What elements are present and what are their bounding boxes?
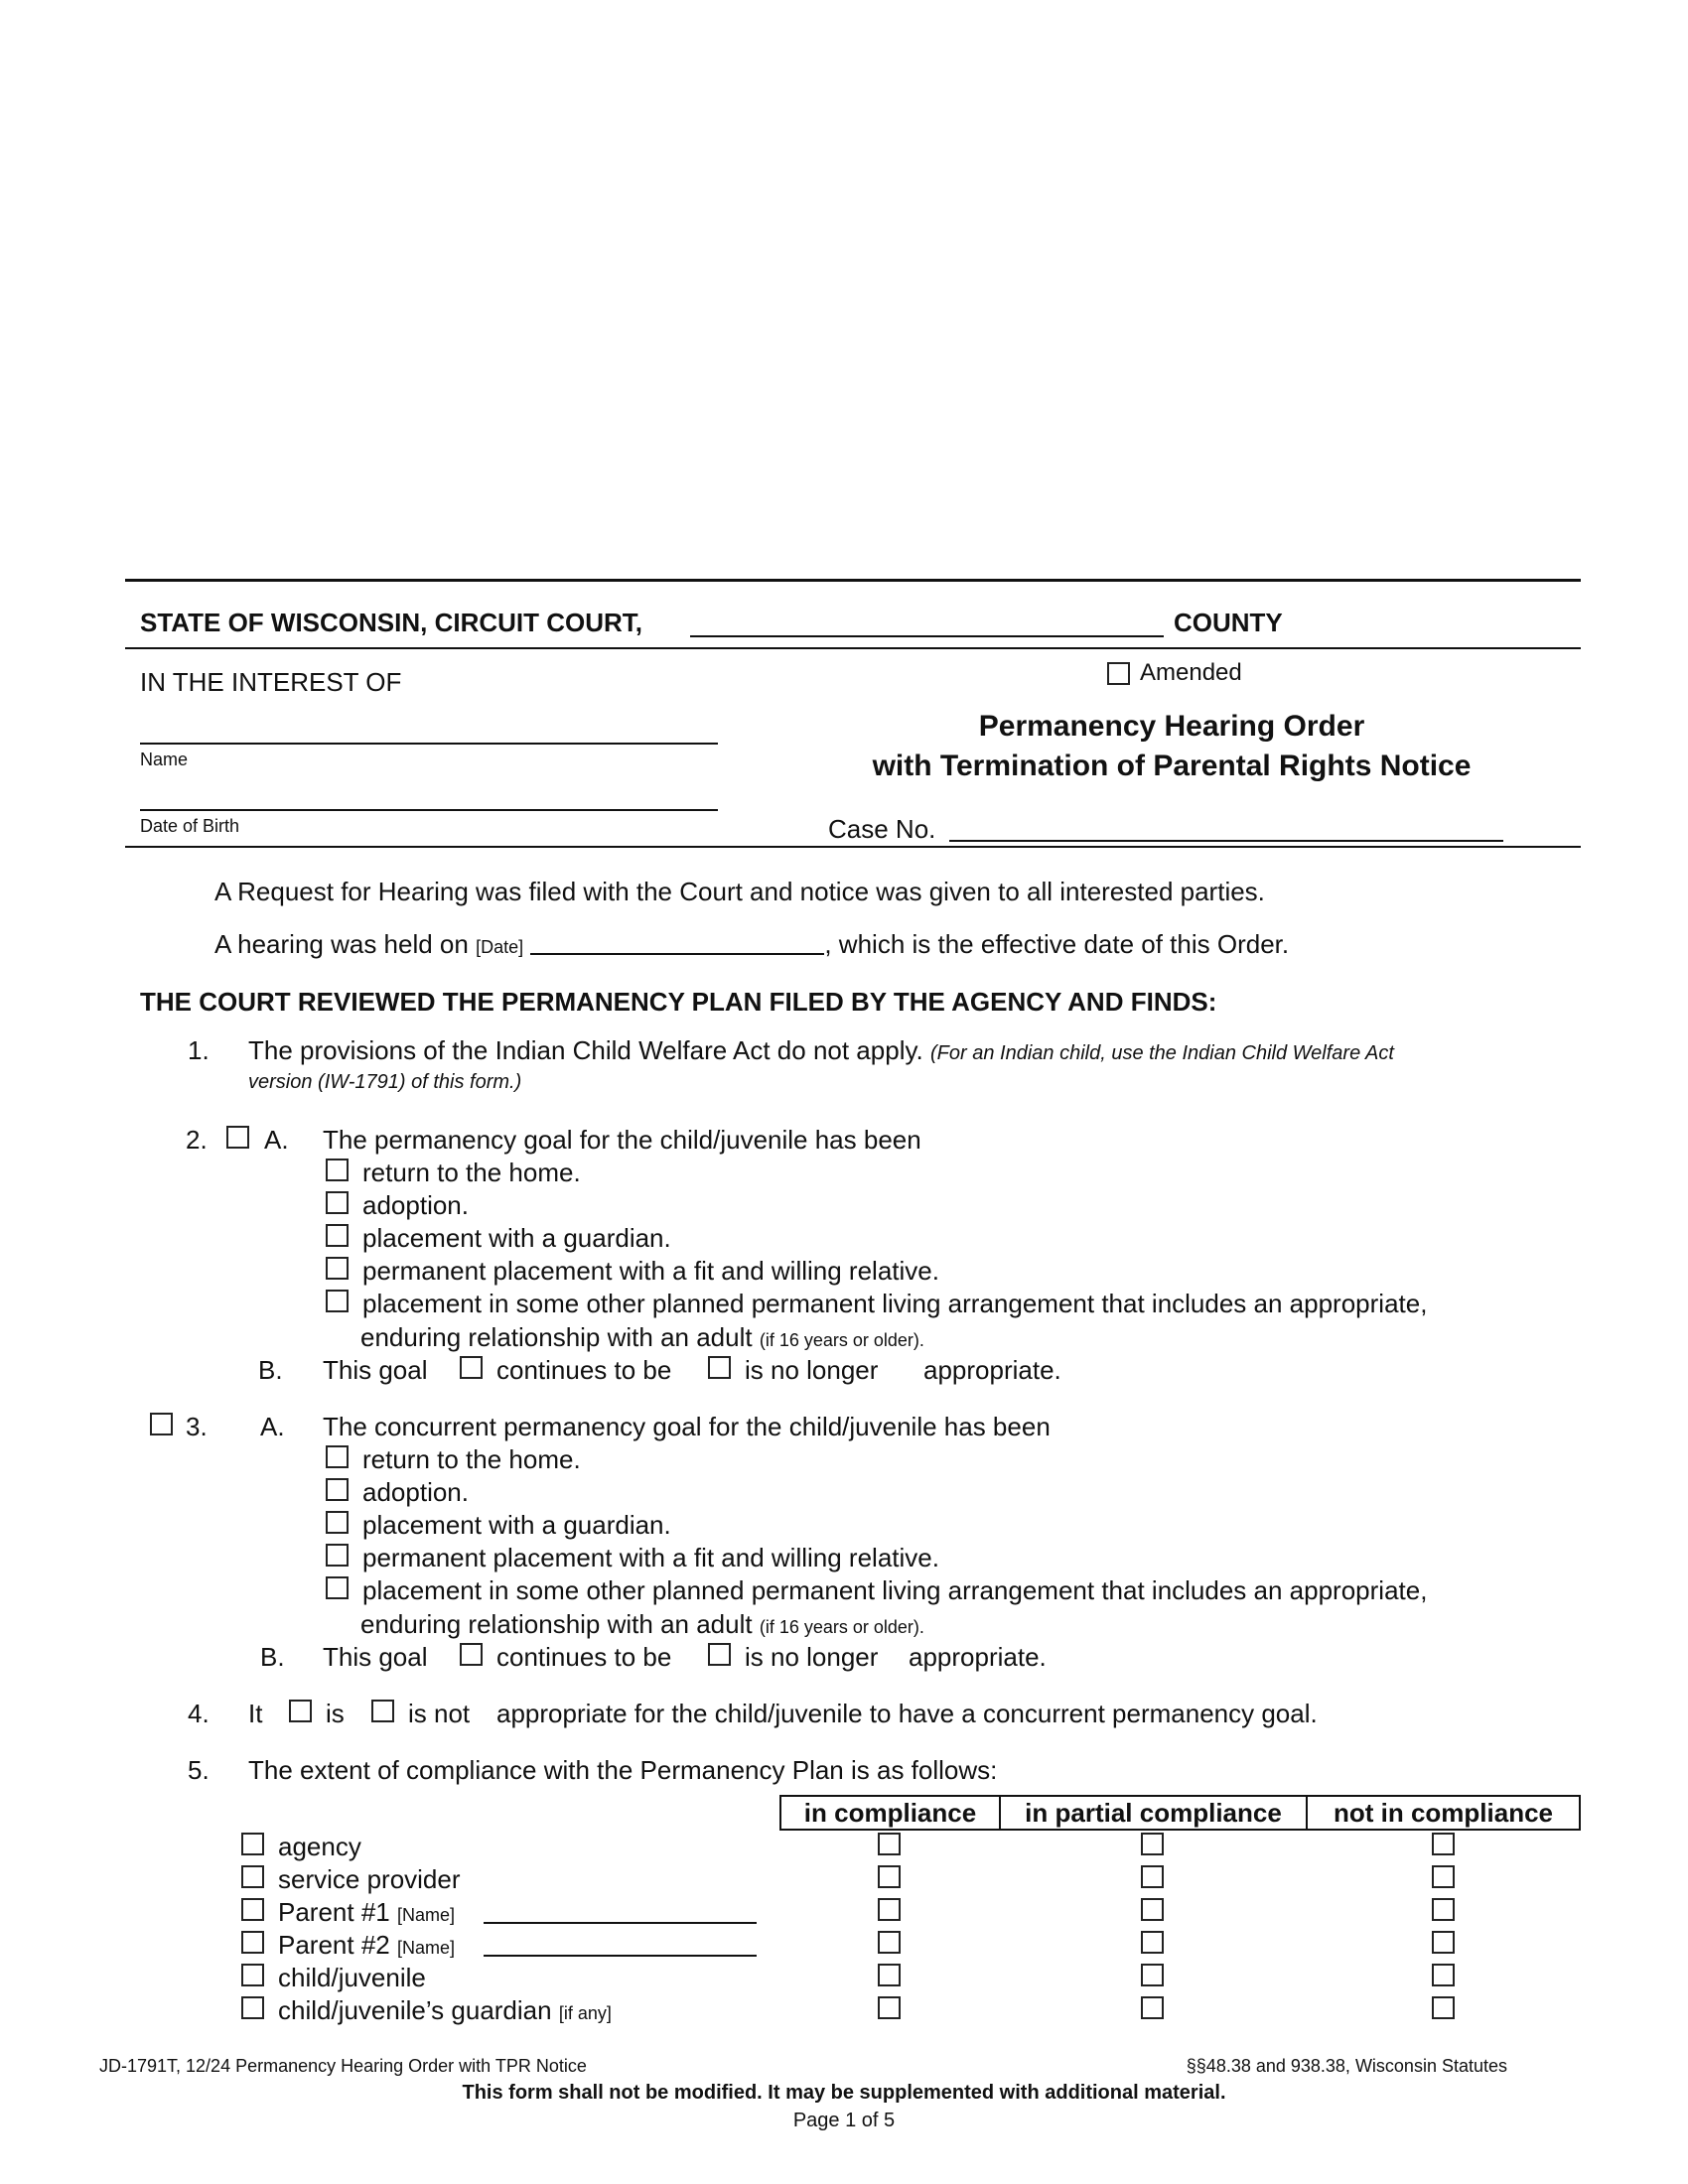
- item2-option-checkbox[interactable]: [326, 1191, 349, 1214]
- row-label: child/juvenile’s guardian: [278, 1995, 552, 2025]
- item2-continues-checkbox[interactable]: [460, 1356, 483, 1379]
- in-compliance-checkbox[interactable]: [878, 1931, 901, 1954]
- item1-note: (For an Indian child, use the Indian Child Welfare Act: [930, 1042, 1394, 1064]
- item3-option-checkbox[interactable]: [326, 1544, 349, 1567]
- item3-option-checkbox[interactable]: [326, 1478, 349, 1501]
- item3-no-longer-checkbox[interactable]: [708, 1643, 731, 1666]
- partial-compliance-checkbox[interactable]: [1141, 1931, 1164, 1954]
- partial-compliance-checkbox[interactable]: [1141, 1996, 1164, 2019]
- row-checkbox[interactable]: [241, 1931, 264, 1954]
- interest-of-label: IN THE INTEREST OF: [140, 667, 402, 697]
- row-checkbox[interactable]: [241, 1898, 264, 1921]
- item2-b-opt2: is no longer: [745, 1355, 879, 1385]
- form-title-line2: with Termination of Parental Rights Notice: [872, 750, 1472, 782]
- item2-option-cont-text: enduring relationship with an adult: [360, 1322, 753, 1352]
- top-rule: [125, 579, 1581, 582]
- item2-option: placement with a guardian.: [362, 1223, 671, 1253]
- findings-heading: THE COURT REVIEWED THE PERMANENCY PLAN FILED BY THE AGENCY AND FINDS:: [140, 987, 1217, 1017]
- row-label-parent2: [278, 1930, 455, 1963]
- hearing-line: [214, 929, 1289, 962]
- item3-a-text: The concurrent permanency goal for the child/juvenile has been: [323, 1412, 1051, 1441]
- col-not-in-compliance: not in compliance: [1306, 1795, 1581, 1831]
- item1-text-line: [248, 1035, 1394, 1068]
- item2-option-cont: [360, 1322, 924, 1355]
- page-number: Page 1 of 5: [792, 2110, 896, 2131]
- hearing-suffix: , which is the effective date of this Order.: [824, 929, 1290, 959]
- item3-option-checkbox[interactable]: [326, 1576, 349, 1599]
- in-compliance-checkbox[interactable]: [878, 1964, 901, 1986]
- not-in-compliance-checkbox[interactable]: [1432, 1865, 1455, 1888]
- item3-option: adoption.: [362, 1477, 469, 1507]
- case-no-field[interactable]: [949, 840, 1503, 842]
- item1-text: The provisions of the Indian Child Welfare Act do not apply.: [248, 1035, 923, 1065]
- item2-b-suffix: appropriate.: [923, 1355, 1061, 1385]
- item3-b-opt2: is no longer: [745, 1642, 879, 1672]
- amended-checkbox[interactable]: [1107, 662, 1130, 685]
- col-partial-compliance: in partial compliance: [999, 1795, 1308, 1831]
- footer-notice: This form shall not be modified. It may be supplemented with additional material.: [462, 2082, 1226, 2104]
- name-field[interactable]: [140, 743, 718, 745]
- item4-is-checkbox[interactable]: [289, 1700, 312, 1722]
- not-in-compliance-checkbox[interactable]: [1432, 1898, 1455, 1921]
- item3-checkbox[interactable]: [150, 1413, 173, 1435]
- item3-b-opt1: continues to be: [496, 1642, 672, 1672]
- col-in-compliance: in compliance: [779, 1795, 1001, 1831]
- item2-option-checkbox[interactable]: [326, 1290, 349, 1312]
- parent2-name-field[interactable]: [484, 1955, 757, 1957]
- item3-option-checkbox[interactable]: [326, 1445, 349, 1468]
- item2-option-checkbox[interactable]: [326, 1257, 349, 1280]
- item5-text: The extent of compliance with the Permanency Plan is as follows:: [248, 1755, 998, 1785]
- item2-option: return to the home.: [362, 1158, 581, 1187]
- item2-option: placement in some other planned permanent living arrangement that includes an appropriate,: [362, 1289, 1428, 1318]
- item2-b-label: B.: [258, 1355, 283, 1385]
- not-in-compliance-checkbox[interactable]: [1432, 1964, 1455, 1986]
- row-checkbox[interactable]: [241, 1964, 264, 1986]
- item3-option-cont-hint: (if 16 years or older).: [759, 1617, 924, 1637]
- header-bottom-rule: [125, 846, 1581, 848]
- item4-is-not-checkbox[interactable]: [371, 1700, 394, 1722]
- form-id: JD-1791T, 12/24 Permanency Hearing Order with TPR Notice: [99, 2056, 587, 2076]
- item2-option-checkbox[interactable]: [326, 1224, 349, 1247]
- item2-option-cont-hint: (if 16 years or older).: [759, 1330, 924, 1350]
- partial-compliance-checkbox[interactable]: [1141, 1964, 1164, 1986]
- item4-opt1: is: [326, 1699, 345, 1728]
- item4-opt2: is not: [408, 1699, 471, 1728]
- in-compliance-checkbox[interactable]: [878, 1833, 901, 1855]
- item2-option: adoption.: [362, 1190, 469, 1220]
- item2-b-prefix: This goal: [323, 1355, 428, 1385]
- item2-number: 2.: [186, 1125, 208, 1155]
- not-in-compliance-checkbox[interactable]: [1432, 1931, 1455, 1954]
- county-label: COUNTY: [1174, 608, 1283, 637]
- county-field[interactable]: [690, 635, 1164, 637]
- row-checkbox[interactable]: [241, 1833, 264, 1855]
- in-compliance-checkbox[interactable]: [878, 1865, 901, 1888]
- row-hint: [Name]: [396, 1938, 456, 1958]
- item3-b-prefix: This goal: [323, 1642, 428, 1672]
- row-label: Parent #2: [278, 1930, 390, 1960]
- statutes: §§48.38 and 938.38, Wisconsin Statutes: [1186, 2056, 1507, 2076]
- header-rule: [125, 647, 1581, 649]
- item3-option-checkbox[interactable]: [326, 1511, 349, 1534]
- name-label: Name: [140, 750, 189, 769]
- hearing-prefix: A hearing was held on: [214, 929, 469, 959]
- row-hint: [if any]: [558, 2003, 612, 2023]
- item2-b-opt1: continues to be: [496, 1355, 672, 1385]
- item3-option-cont-text: enduring relationship with an adult: [360, 1609, 753, 1639]
- not-in-compliance-checkbox[interactable]: [1432, 1833, 1455, 1855]
- row-label-parent1: [278, 1897, 455, 1930]
- in-compliance-checkbox[interactable]: [878, 1898, 901, 1921]
- hearing-date-field[interactable]: [530, 931, 824, 955]
- row-checkbox[interactable]: [241, 1865, 264, 1888]
- date-hint: [Date]: [476, 937, 524, 957]
- case-no-label: Case No.: [828, 814, 936, 844]
- row-label: service provider: [278, 1864, 461, 1894]
- item3-b-suffix: appropriate.: [909, 1642, 1047, 1672]
- item5-number: 5.: [188, 1755, 210, 1785]
- not-in-compliance-checkbox[interactable]: [1432, 1996, 1455, 2019]
- item1-number: 1.: [188, 1035, 210, 1065]
- row-checkbox[interactable]: [241, 1996, 264, 2019]
- partial-compliance-checkbox[interactable]: [1141, 1833, 1164, 1855]
- item3-option: return to the home.: [362, 1444, 581, 1474]
- item2-a-label: A.: [264, 1125, 289, 1155]
- row-label: Parent #1: [278, 1897, 390, 1927]
- item3-option: placement in some other planned permanent living arrangement that includes an appropriate,: [362, 1575, 1428, 1605]
- row-label-guardian: [278, 1995, 612, 2028]
- item2-a-text: The permanency goal for the child/juvenile has been: [323, 1125, 921, 1155]
- item3-b-label: B.: [260, 1642, 285, 1672]
- request-text: A Request for Hearing was filed with the Court and notice was given to all interested parties.: [214, 877, 1265, 906]
- item2-option: permanent placement with a fit and willing relative.: [362, 1256, 939, 1286]
- item3-continues-checkbox[interactable]: [460, 1643, 483, 1666]
- item4-suffix: appropriate for the child/juvenile to have a concurrent permanency goal.: [496, 1699, 1318, 1728]
- item3-option: placement with a guardian.: [362, 1510, 671, 1540]
- row-label: child/juvenile: [278, 1963, 426, 1992]
- dob-field[interactable]: [140, 809, 718, 811]
- parent1-name-field[interactable]: [484, 1922, 757, 1924]
- item3-a-label: A.: [260, 1412, 285, 1441]
- partial-compliance-checkbox[interactable]: [1141, 1898, 1164, 1921]
- item2-no-longer-checkbox[interactable]: [708, 1356, 731, 1379]
- item3-option-cont: [360, 1609, 924, 1642]
- in-compliance-checkbox[interactable]: [878, 1996, 901, 2019]
- dob-label: Date of Birth: [140, 816, 240, 836]
- row-label: agency: [278, 1832, 361, 1861]
- item2-checkbox[interactable]: [226, 1126, 249, 1149]
- item1-note-cont: version (IW-1791) of this form.): [248, 1071, 522, 1093]
- partial-compliance-checkbox[interactable]: [1141, 1865, 1164, 1888]
- row-hint: [Name]: [396, 1905, 456, 1925]
- court-label: STATE OF WISCONSIN, CIRCUIT COURT,: [140, 608, 643, 637]
- item3-option: permanent placement with a fit and willing relative.: [362, 1543, 939, 1572]
- item2-option-checkbox[interactable]: [326, 1159, 349, 1181]
- item3-number: 3.: [186, 1412, 208, 1441]
- form-title-line1: Permanency Hearing Order: [978, 710, 1365, 743]
- item4-prefix: It: [248, 1699, 263, 1728]
- item4-number: 4.: [188, 1699, 210, 1728]
- amended-label: Amended: [1140, 659, 1242, 686]
